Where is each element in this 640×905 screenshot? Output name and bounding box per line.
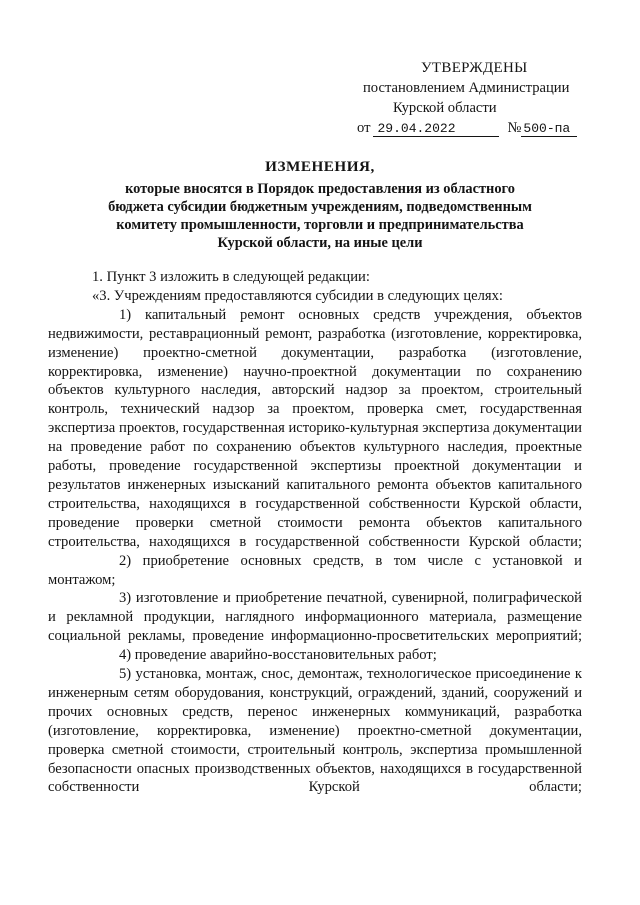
approval-date-row	[355, 118, 595, 138]
approval-line-1: постановлением Администрации	[363, 80, 570, 96]
paragraph-purpose-4: 4) проведение аварийно-восстановительных работ;	[119, 647, 437, 664]
approval-block	[355, 58, 595, 138]
approval-date: 29.04.2022	[373, 121, 499, 137]
number-prefix: №	[507, 120, 522, 136]
document-heading	[60, 158, 580, 252]
paragraph-purpose-1: 1) капитальный ремонт основных средств учреждения, объектов недвижимости, реставрационный ремонт, разработка (изготовление, корректировка, изменение) проектно-сметной документации, разработка (изготовление, корректировка, изменение) научно-проектной документации по сохранению объектов культурного наследия, авторский надзор за проектом, строительный контроль, технический надзор за проектом, проверка смет, государственная экспертиза проектов, государственная историко-культурная экспертиза документации на проведение работ по сохранению объектов культурного наследия, проектные работы, проведение государственной экспертизы проектной документации и результатов инженерных изысканий капитального ремонта объектов капитального строительства, находящихся в государственной собственности Курской области, проведение проверки сметной стоимости ремонта объектов капитального строительства, находящихся в государственной собственности Курской области;	[48, 306, 582, 550]
approval-number: 500-па	[521, 121, 577, 137]
approval-title: УТВЕРЖДЕНЫ	[421, 60, 528, 76]
date-prefix: от	[357, 120, 371, 136]
paragraph-purpose-3: 3) изготовление и приобретение печатной, сувенирной, полиграфической и рекламной продукции, наглядного информационного материала, размещение социальной рекламы, проведение информационно-просветительских мероприятий;	[48, 590, 582, 645]
paragraph-purpose-5: 5) установка, монтаж, снос, демонтаж, технологическое присоединение к инженерным сетям оборудования, конструкций, ограждений, зданий, сооружений и прочих основных средств, перенос инженерных коммуникаций, разработка (изготовление, корректировка, изменение) проектно-сметной документации, проверка сметной стоимости, строительный контроль, экспертиза промышленной безопасности опасных производственных объектов, находящихся в государственной собственности Курской области;	[48, 666, 582, 796]
heading-line-1: которые вносятся в Порядок предоставления из областного	[125, 181, 515, 197]
heading-title: ИЗМЕНЕНИЯ,	[265, 158, 375, 175]
approval-line-2: Курской области	[393, 100, 497, 116]
paragraph-purposes-intro: «3. Учреждениям предоставляются субсидии в следующих целях:	[92, 287, 503, 304]
paragraph-purpose-2: 2) приобретение основных средств, в том числе с установкой и монтажом;	[48, 552, 582, 588]
heading-line-3: комитету промышленности, торговли и предпринимательства	[116, 217, 524, 233]
heading-line-4: Курской области, на иные цели	[217, 235, 423, 251]
paragraph-item-1-intro: 1. Пункт 3 изложить в следующей редакции:	[92, 269, 370, 285]
heading-line-2: бюджета субсидии бюджетным учреждениям, подведомственным	[108, 199, 532, 215]
document-body	[48, 268, 582, 797]
